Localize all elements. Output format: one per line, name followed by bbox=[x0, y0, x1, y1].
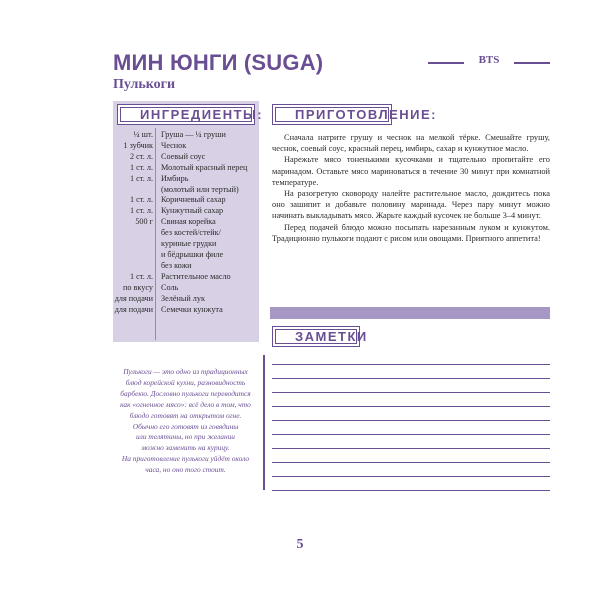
recipe-title: МИН ЮНГИ (SUGA) bbox=[113, 50, 324, 75]
ingredient-row bbox=[113, 228, 259, 239]
quote-line: часа, но оно того стоит. bbox=[145, 465, 226, 475]
note-line bbox=[272, 364, 550, 365]
band-label: BTS bbox=[478, 54, 500, 66]
note-line bbox=[272, 490, 550, 491]
note-line bbox=[272, 448, 550, 449]
ingredient-row bbox=[113, 163, 259, 174]
ingredient-name: Соевый соус bbox=[161, 151, 206, 161]
ingredient-quantity: 1 зубчик bbox=[123, 140, 153, 150]
quote-line: или телятины, но при желании bbox=[135, 432, 236, 442]
ingredient-name: Семечки кунжута bbox=[161, 304, 223, 314]
notes-heading-text: ЗАМЕТКИ bbox=[295, 329, 368, 344]
quote-line: Пулькоги — это одно из традиционных bbox=[123, 367, 248, 376]
note-line bbox=[272, 392, 550, 393]
quote-vertical-rule bbox=[263, 355, 265, 490]
recipe-note-quote bbox=[113, 367, 258, 476]
preparation-step: Перед подачей блюдо можно посыпать нарезанным луком и кунжутом. Традиционно пулькоги подают с рисом или овощами. Приятного аппетита! bbox=[272, 222, 550, 243]
ingredient-name: (молотый или тертый) bbox=[161, 184, 239, 194]
preparation-text bbox=[272, 132, 550, 244]
ingredient-quantity bbox=[113, 250, 153, 261]
preparation-heading bbox=[272, 104, 437, 125]
ingredient-quantity: 500 г bbox=[135, 217, 153, 227]
ingredient-quantity: 2 ст. л. bbox=[130, 151, 153, 161]
quote-line: Обычно его готовят из говядины bbox=[132, 421, 239, 431]
quote-line: можно заменить на курицу. bbox=[141, 443, 230, 453]
ingredient-quantity: 1 ст. л. bbox=[130, 173, 153, 183]
ingredient-name: Коричневый сахар bbox=[161, 195, 226, 205]
ingredient-quantity: для подачи bbox=[114, 304, 153, 314]
note-line bbox=[272, 476, 550, 477]
preparation-step: Сначала натрите грушу и чеснок на мелкой тёрке. Смешайте грушу, чеснок, соевый соус, красный перец, имбирь, сахар и кунжутное масло. bbox=[272, 133, 550, 154]
preparation-heading-text: ПРИГОТОВЛЕНИЕ: bbox=[295, 107, 437, 122]
ingredient-name: без кожи bbox=[161, 260, 192, 270]
ingredient-name: Молотый красный перец bbox=[161, 162, 248, 172]
ingredient-quantity: 1 ст. л. bbox=[130, 206, 153, 216]
quote-line: На приготовление пулькоги уйдёт около bbox=[121, 454, 250, 464]
ingredient-quantity bbox=[113, 261, 153, 272]
ingredient-quantity: для подачи bbox=[114, 293, 153, 303]
ingredient-quantity bbox=[113, 239, 153, 250]
ingredient-row bbox=[113, 217, 259, 228]
ingredient-row bbox=[113, 195, 259, 206]
header-rule-left bbox=[428, 62, 464, 64]
ingredient-row bbox=[113, 250, 259, 261]
note-line bbox=[272, 462, 550, 463]
notes-heading bbox=[272, 326, 368, 347]
ingredient-row bbox=[113, 185, 259, 196]
recipe-subtitle: Пулькоги bbox=[113, 77, 176, 92]
ingredient-quantity bbox=[113, 185, 153, 196]
ingredient-row bbox=[113, 294, 259, 305]
ingredient-row bbox=[113, 305, 259, 316]
preparation-step: На разогретую сковороду налейте растительное масло, дождитесь пока оно зашипит и добавьте половину маринада. Через пару минут можно начинать выкладывать мясо. Жарьте каждый кусочек не больше 3–4 минут. bbox=[272, 189, 550, 221]
ingredient-row bbox=[113, 174, 259, 185]
page-number: 5 bbox=[296, 537, 304, 552]
ingredient-name: Имбирь bbox=[161, 173, 189, 183]
ingredients-heading bbox=[117, 104, 264, 125]
ingredient-name: Чеснок bbox=[161, 140, 187, 150]
ingredient-quantity bbox=[113, 228, 153, 239]
note-line bbox=[272, 378, 550, 379]
ingredient-quantity: 1 ст. л. bbox=[130, 271, 153, 281]
ingredient-row bbox=[113, 206, 259, 217]
ingredient-name: Груша — ¼ груши bbox=[161, 130, 226, 139]
section-divider-bar bbox=[270, 307, 550, 319]
ingredient-name: Зелёный лук bbox=[161, 293, 205, 303]
ingredient-quantity: по вкусу bbox=[123, 282, 153, 292]
ingredient-name: и бёдрышки филе bbox=[161, 249, 224, 259]
ingredient-quantity: 1 ст. л. bbox=[130, 195, 153, 205]
ingredient-name: Соль bbox=[161, 282, 179, 292]
header-rule-right bbox=[514, 62, 550, 64]
ingredient-row bbox=[113, 272, 259, 283]
ingredient-name: Свиная корейка bbox=[161, 217, 216, 227]
ingredient-quantity: ¼ шт. bbox=[133, 130, 153, 139]
preparation-step: Нарежьте мясо тоненькими кусочками и тщательно пропитайте его маринадом. Оставьте мясо мариноваться в течение 30 минут при комнатной температуре. bbox=[272, 155, 550, 187]
ingredient-name: без костей/стейк/ bbox=[161, 228, 221, 238]
ingredient-name: куриные грудки bbox=[161, 239, 217, 249]
quote-line: как «огненное мясо»: всё дело в том, что bbox=[120, 399, 251, 409]
ingredient-row bbox=[113, 239, 259, 250]
ingredient-row bbox=[113, 261, 259, 272]
ingredient-name: Кунжутный сахар bbox=[161, 206, 224, 216]
quote-line: блюд корейской кухни, разновидность bbox=[125, 377, 246, 387]
note-line bbox=[272, 406, 550, 407]
ingredient-row bbox=[113, 152, 259, 163]
ingredient-name: Растительное масло bbox=[161, 271, 231, 281]
ingredient-row bbox=[113, 141, 259, 152]
note-line bbox=[272, 420, 550, 421]
ingredients-table bbox=[113, 130, 259, 315]
ingredient-row bbox=[113, 283, 259, 294]
note-line bbox=[272, 434, 550, 435]
ingredient-row bbox=[113, 130, 259, 141]
ingredients-heading-text: ИНГРЕДИЕНТЫ: bbox=[140, 107, 264, 122]
ingredient-quantity: 1 ст. л. bbox=[130, 162, 153, 172]
quote-line: барбекю. Дословно пулькоги переводится bbox=[120, 388, 251, 398]
quote-line: блюдо готовят на открытом огне. bbox=[129, 410, 242, 420]
